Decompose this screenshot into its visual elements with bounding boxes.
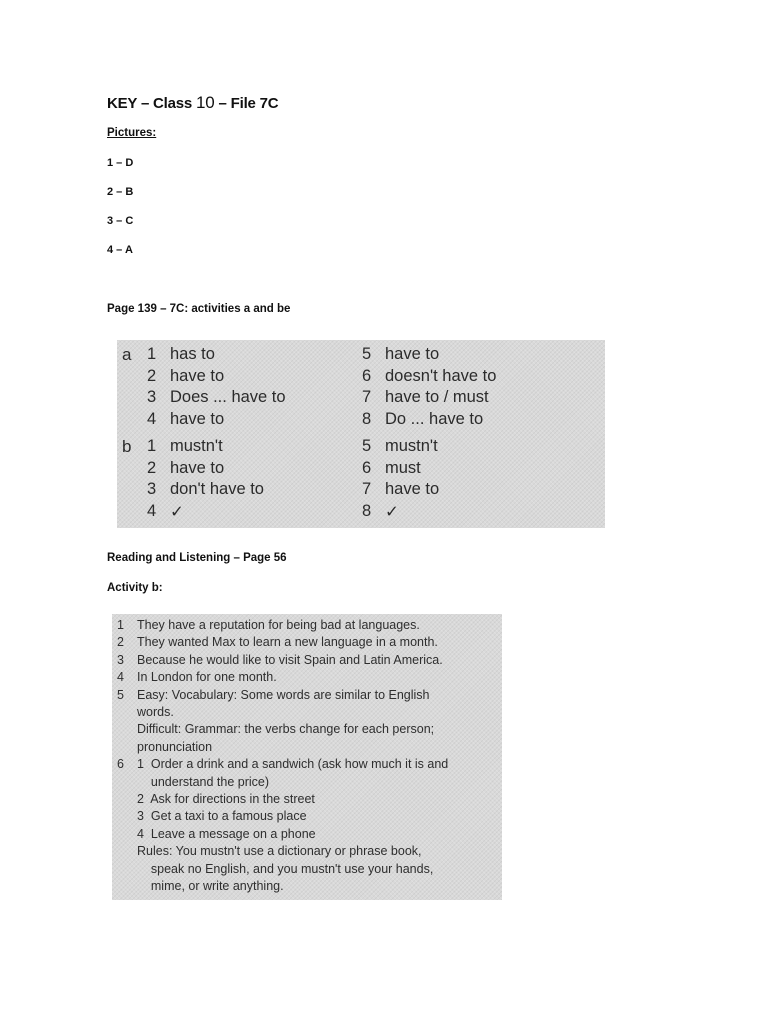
answer-line: They have a reputation for being bad at languages. bbox=[137, 618, 420, 632]
answer-key-box-reading bbox=[112, 614, 502, 900]
answer-line: understand the price) bbox=[137, 774, 270, 789]
item-number: 3 bbox=[147, 388, 157, 406]
item-answer: ✓ bbox=[385, 503, 399, 521]
answer-line: Rules: You mustn't use a dictionary or phrase book, bbox=[137, 844, 422, 859]
item-number: 5 bbox=[362, 437, 372, 455]
item-number: 2 bbox=[147, 459, 157, 477]
answer-number: 4 bbox=[117, 670, 124, 685]
answer-number: 5 bbox=[117, 687, 124, 702]
item-answer: doesn't have to bbox=[385, 367, 497, 385]
answer-number: 2 bbox=[117, 635, 124, 650]
title-prefix: KEY – Class bbox=[107, 95, 197, 112]
item-number: 1 bbox=[147, 345, 157, 363]
answer-line: mime, or write anything. bbox=[137, 879, 284, 893]
answer-line: Because he would like to visit Spain and Latin America. bbox=[137, 652, 443, 667]
answer-number: 3 bbox=[117, 652, 124, 667]
reading-listening-heading: Reading and Listening – Page 56 bbox=[107, 552, 287, 564]
picture-answer-1: 1 – D bbox=[107, 157, 134, 169]
item-answer: mustn't bbox=[385, 437, 438, 455]
activity-b-label: Activity b: bbox=[107, 582, 163, 594]
answer-line: Difficult: Grammar: the verbs change for each person; bbox=[137, 722, 435, 737]
picture-answer-2: 2 – B bbox=[107, 186, 134, 198]
item-number: 5 bbox=[362, 345, 372, 363]
item-number: 7 bbox=[362, 388, 372, 406]
page-title bbox=[107, 93, 278, 113]
item-answer: has to bbox=[170, 345, 215, 363]
item-number: 4 bbox=[147, 410, 157, 428]
answer-line: speak no English, and you mustn't use your hands, bbox=[137, 861, 434, 876]
answer-line: They wanted Max to learn a new language in a month. bbox=[137, 635, 438, 650]
section-letter-a: a bbox=[122, 345, 132, 364]
item-answer: Does ... have to bbox=[170, 388, 286, 406]
item-answer: have to bbox=[385, 480, 440, 498]
picture-answer-4: 4 – A bbox=[107, 244, 133, 256]
answer-line: Easy: Vocabulary: Some words are similar to English bbox=[137, 687, 430, 702]
item-answer: have to bbox=[170, 367, 225, 385]
answer-number: 1 bbox=[117, 618, 124, 632]
answer-line: 4 Leave a message on a phone bbox=[137, 826, 316, 841]
item-answer: Do ... have to bbox=[385, 410, 484, 428]
answer-line: 3 Get a taxi to a famous place bbox=[137, 809, 307, 824]
answer-line: In London for one month. bbox=[137, 670, 277, 685]
item-number: 8 bbox=[362, 502, 372, 520]
item-answer: have to bbox=[170, 459, 225, 477]
item-answer: don't have to bbox=[170, 480, 264, 498]
answer-line: 2 Ask for directions in the street bbox=[137, 792, 315, 806]
item-answer: mustn't bbox=[170, 437, 223, 455]
item-number: 8 bbox=[362, 410, 372, 428]
item-number: 7 bbox=[362, 480, 372, 498]
item-answer: have to bbox=[170, 410, 225, 428]
section-letter-b: b bbox=[122, 437, 132, 456]
item-answer: have to / must bbox=[385, 388, 489, 406]
item-answer: have to bbox=[385, 345, 440, 363]
page-139-heading: Page 139 – 7C: activities a and be bbox=[107, 303, 291, 315]
pictures-label: Pictures: bbox=[107, 127, 157, 139]
answer-line: words. bbox=[137, 705, 174, 719]
item-answer: must bbox=[385, 459, 421, 477]
answer-key-box-activities-a-b bbox=[117, 340, 605, 528]
item-number: 1 bbox=[147, 437, 157, 455]
answer-line: 1 Order a drink and a sandwich (ask how much it is and bbox=[137, 757, 449, 772]
picture-answer-3: 3 – C bbox=[107, 215, 134, 227]
item-answer: ✓ bbox=[170, 503, 184, 521]
answer-line: pronunciation bbox=[137, 739, 213, 754]
item-number: 4 bbox=[147, 502, 157, 520]
title-class-number: 10 bbox=[196, 93, 215, 112]
item-number: 6 bbox=[362, 367, 372, 385]
answer-number: 6 bbox=[117, 757, 124, 772]
title-suffix: – File 7C bbox=[214, 95, 279, 112]
item-number: 3 bbox=[147, 480, 157, 498]
item-number: 2 bbox=[147, 367, 157, 385]
item-number: 6 bbox=[362, 459, 372, 477]
